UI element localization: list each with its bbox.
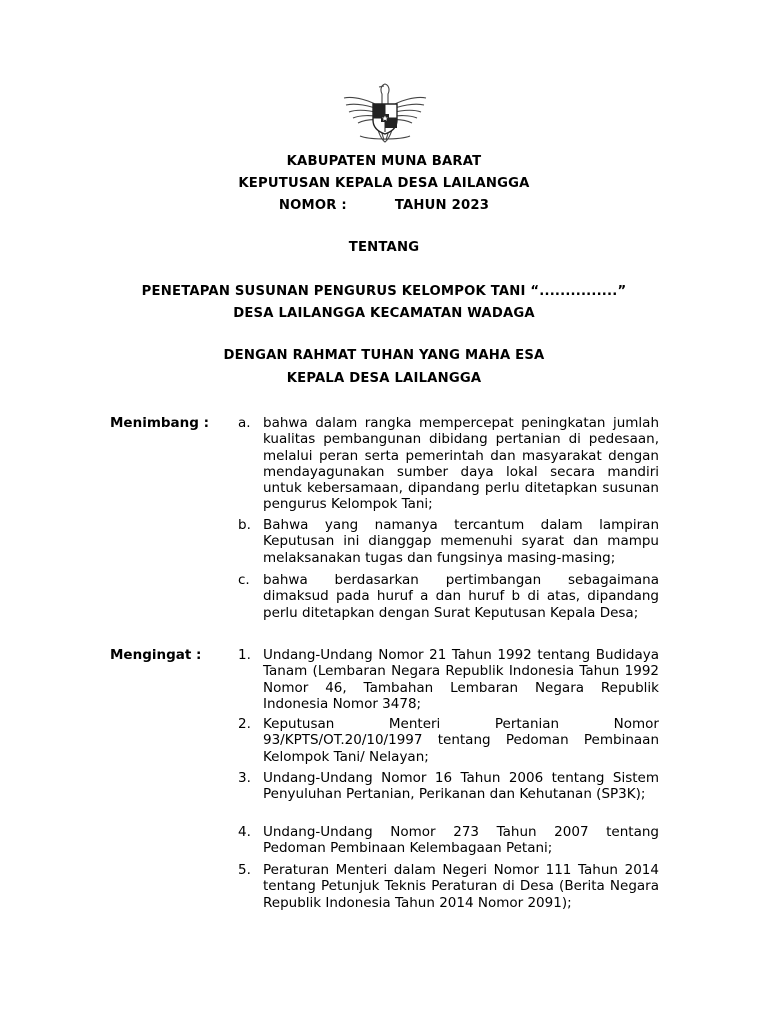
- mengingat-marker: 2.: [238, 716, 251, 732]
- mengingat-item: Undang-Undang Nomor 273 Tahun 2007 tentang Pedoman Pembinaan Kelembagaan Petani;: [263, 824, 659, 857]
- decree-title: KEPUTUSAN KEPALA DESA LAILANGGA: [238, 176, 530, 191]
- regency-title: KABUPATEN MUNA BARAT: [286, 154, 482, 169]
- mengingat-marker: 1.: [238, 647, 251, 663]
- mengingat-item: Keputusan Menteri Pertanian Nomor 93/KPTS/OT.20/10/1997 tentang Pedoman Pembinaan Kelompok Tani/ Nelayan;: [263, 716, 659, 765]
- tentang-heading: TENTANG: [348, 240, 420, 255]
- mengingat-marker: 3.: [238, 770, 251, 786]
- authority-line: KEPALA DESA LAILANGGA: [286, 371, 482, 386]
- subject-line-2: DESA LAILANGGA KECAMATAN WADAGA: [233, 306, 535, 321]
- menimbang-item: Bahwa yang namanya tercantum dalam lampiran Keputusan ini dianggap memenuhi syarat dan mampu melaksanakan tugas dan fungsinya masing-masing;: [263, 517, 659, 566]
- mengingat-label: Mengingat :: [110, 647, 202, 663]
- menimbang-marker: c.: [238, 572, 250, 588]
- mengingat-item: Undang-Undang Nomor 16 Tahun 2006 tentang Sistem Penyuluhan Pertanian, Perikanan dan Kehutanan (SP3K);: [263, 770, 659, 803]
- mengingat-marker: 4.: [238, 824, 251, 840]
- garuda-emblem-icon: [340, 78, 430, 146]
- menimbang-item: bahwa berdasarkan pertimbangan sebagaimana dimaksud pada huruf a dan huruf b di atas, dipandang perlu ditetapkan dengan Surat Keputusan Kepala Desa;: [263, 572, 659, 621]
- menimbang-item: bahwa dalam rangka mempercepat peningkatan jumlah kualitas pembangunan dibidang pertanian di pedesaan, melalui peran serta pemerintah dan masyarakat dengan mendayagunakan sumber daya lokal secara mandiri untuk kebersamaan, dipandang perlu ditetapkan susunan pengurus Kelompok Tani;: [263, 415, 659, 513]
- menimbang-marker: b.: [238, 517, 251, 533]
- menimbang-label: Menimbang :: [110, 415, 210, 431]
- blessing-line: DENGAN RAHMAT TUHAN YANG MAHA ESA: [223, 348, 545, 363]
- mengingat-marker: 5.: [238, 862, 251, 878]
- mengingat-item: Undang-Undang Nomor 21 Tahun 1992 tentang Budidaya Tanam (Lembaran Negara Republik Indonesia Tahun 1992 Nomor 46, Tambahan Lembaran Negara Republik Indonesia Nomor 3478;: [263, 647, 659, 712]
- subject-line-1: PENETAPAN SUSUNAN PENGURUS KELOMPOK TANI “...............”: [141, 284, 627, 299]
- menimbang-marker: a.: [238, 415, 251, 431]
- decree-number: NOMOR : TAHUN 2023: [278, 198, 490, 213]
- mengingat-item: Peraturan Menteri dalam Negeri Nomor 111 Tahun 2014 tentang Petunjuk Teknis Peraturan di Desa (Berita Negara Republik Indonesia Tahun 2014 Nomor 2091);: [263, 862, 659, 911]
